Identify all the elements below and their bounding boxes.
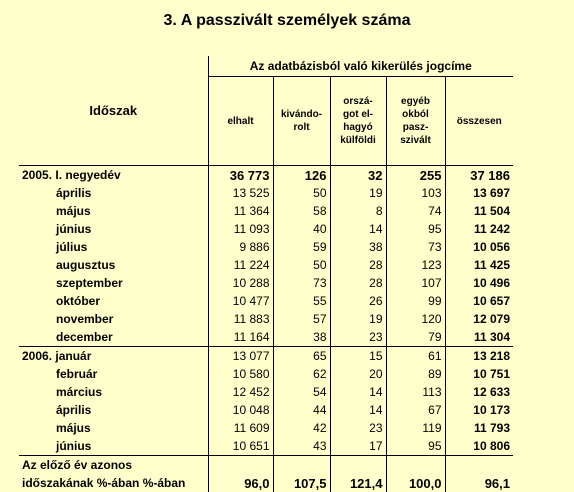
table-cell: 38 (273, 328, 330, 347)
empty-cell (386, 456, 445, 475)
table-cell: 20 (330, 365, 386, 383)
table-cell: 10 288 (208, 274, 273, 292)
row-label: november (56, 311, 114, 326)
table-cell: 55 (273, 292, 330, 310)
table-cell: 23 (330, 328, 386, 347)
footer-label-line2: időszakának %-ában %-ában (22, 475, 186, 490)
row-label: október (56, 293, 101, 308)
footer-cell: 121,4 (330, 474, 386, 492)
table-cell: 62 (273, 365, 330, 383)
table-cell: 12 452 (208, 383, 273, 401)
table-row (19, 202, 513, 220)
table-cell: 61 (386, 347, 445, 366)
table-row (19, 238, 513, 256)
table-cell: 73 (386, 238, 445, 256)
table-cell: 12 633 (445, 383, 513, 401)
table-cell: 43 (273, 437, 330, 456)
table-cell: 32 (330, 166, 386, 185)
table-cell: 28 (330, 274, 386, 292)
table-cell: 89 (386, 365, 445, 383)
table-row (19, 383, 513, 401)
table-cell: 11 425 (445, 256, 513, 274)
table-cell: 10 580 (208, 365, 273, 383)
table-cell: 13 077 (208, 347, 273, 366)
table-cell: 40 (273, 220, 330, 238)
table-cell: 26 (330, 292, 386, 310)
table-cell: 15 (330, 347, 386, 366)
table-cell: 113 (386, 383, 445, 401)
table-cell: 10 056 (445, 238, 513, 256)
empty-cell (330, 456, 386, 475)
row-label: április (56, 402, 92, 417)
group-header: Az adatbázisból való kikerülés jogcíme (208, 56, 513, 77)
table-cell: 50 (273, 184, 330, 202)
table-row (19, 328, 513, 347)
table-row (19, 274, 513, 292)
table-cell: 67 (386, 401, 445, 419)
table-cell: 95 (386, 220, 445, 238)
table-cell: 14 (330, 383, 386, 401)
table-row (19, 401, 513, 419)
stats-table (19, 56, 513, 492)
footer-row (19, 474, 513, 492)
table-cell: 119 (386, 419, 445, 437)
table-row (19, 166, 513, 185)
column-header: összesen (445, 77, 513, 166)
table-cell: 57 (273, 310, 330, 328)
table-row (19, 292, 513, 310)
row-label: 2006. január (19, 347, 208, 366)
table-cell: 11 093 (208, 220, 273, 238)
table-cell: 73 (273, 274, 330, 292)
table-row (19, 365, 513, 383)
row-label: szeptember (56, 275, 123, 290)
table-cell: 14 (330, 220, 386, 238)
footer-label-line1: Az előző év azonos (19, 456, 208, 475)
table-cell: 42 (273, 419, 330, 437)
table-cell: 10 657 (445, 292, 513, 310)
table-cell: 10 651 (208, 437, 273, 456)
table-cell: 50 (273, 256, 330, 274)
table-cell: 10 806 (445, 437, 513, 456)
table-cell: 11 364 (208, 202, 273, 220)
table-row (19, 419, 513, 437)
footer-cell: 96,1 (445, 474, 513, 492)
table-cell: 107 (386, 274, 445, 292)
table-cell: 79 (386, 328, 445, 347)
row-label: július (56, 239, 88, 254)
table-cell: 99 (386, 292, 445, 310)
table-cell: 126 (273, 166, 330, 185)
row-label: március (56, 384, 103, 399)
table-row (19, 220, 513, 238)
table-cell: 37 186 (445, 166, 513, 185)
row-label: április (56, 185, 92, 200)
row-label: június (56, 438, 92, 453)
table-cell: 120 (386, 310, 445, 328)
table-cell: 19 (330, 184, 386, 202)
footer-cell: 100,0 (386, 474, 445, 492)
table-cell: 11 164 (208, 328, 273, 347)
empty-cell (273, 456, 330, 475)
table-row (19, 184, 513, 202)
table-cell: 12 079 (445, 310, 513, 328)
row-label: február (56, 366, 98, 381)
table-cell: 44 (273, 401, 330, 419)
table-cell: 9 886 (208, 238, 273, 256)
table-cell: 13 697 (445, 184, 513, 202)
table-cell: 10 496 (445, 274, 513, 292)
table-row (19, 256, 513, 274)
footer-cell: 96,0 (208, 474, 273, 492)
row-label: december (56, 329, 113, 344)
column-header: elhalt (208, 77, 273, 166)
table-cell: 13 525 (208, 184, 273, 202)
row-label: május (56, 203, 91, 218)
table-cell: 11 304 (445, 328, 513, 347)
column-header: orszá- got el- hagyó külföldi (330, 77, 386, 166)
table-cell: 11 242 (445, 220, 513, 238)
table-cell: 59 (273, 238, 330, 256)
table-cell: 11 504 (445, 202, 513, 220)
table-cell: 36 773 (208, 166, 273, 185)
table-cell: 255 (386, 166, 445, 185)
footer-cell: 107,5 (273, 474, 330, 492)
footer-row (19, 456, 513, 475)
table-cell: 11 224 (208, 256, 273, 274)
row-label: május (56, 420, 91, 435)
table-cell: 123 (386, 256, 445, 274)
table-cell: 95 (386, 437, 445, 456)
table-cell: 28 (330, 256, 386, 274)
table-cell: 8 (330, 202, 386, 220)
table-cell: 38 (330, 238, 386, 256)
table-cell: 10 173 (445, 401, 513, 419)
column-header: egyéb okból pasz- szivált (386, 77, 445, 166)
empty-cell (445, 456, 513, 475)
table-cell: 11 793 (445, 419, 513, 437)
table-cell: 10 751 (445, 365, 513, 383)
row-label: augusztus (56, 257, 116, 272)
table-cell: 11 609 (208, 419, 273, 437)
table-cell: 58 (273, 202, 330, 220)
table-cell: 10 477 (208, 292, 273, 310)
table-cell: 23 (330, 419, 386, 437)
table-row (19, 347, 513, 366)
table-cell: 13 218 (445, 347, 513, 366)
column-header: kivándo- rolt (273, 77, 330, 166)
row-label: 2005. I. negyedév (19, 166, 208, 185)
table-cell: 14 (330, 401, 386, 419)
period-header: Időszak (89, 103, 138, 118)
table-cell: 17 (330, 437, 386, 456)
page-title: 3. A passzivált személyek száma (163, 12, 411, 29)
table-cell: 103 (386, 184, 445, 202)
table-cell: 10 048 (208, 401, 273, 419)
table-cell: 19 (330, 310, 386, 328)
table-cell: 11 883 (208, 310, 273, 328)
row-label: június (56, 221, 92, 236)
table-cell: 54 (273, 383, 330, 401)
table-row (19, 310, 513, 328)
table-row (19, 437, 513, 456)
empty-cell (208, 456, 273, 475)
table-cell: 65 (273, 347, 330, 366)
table-cell: 74 (386, 202, 445, 220)
